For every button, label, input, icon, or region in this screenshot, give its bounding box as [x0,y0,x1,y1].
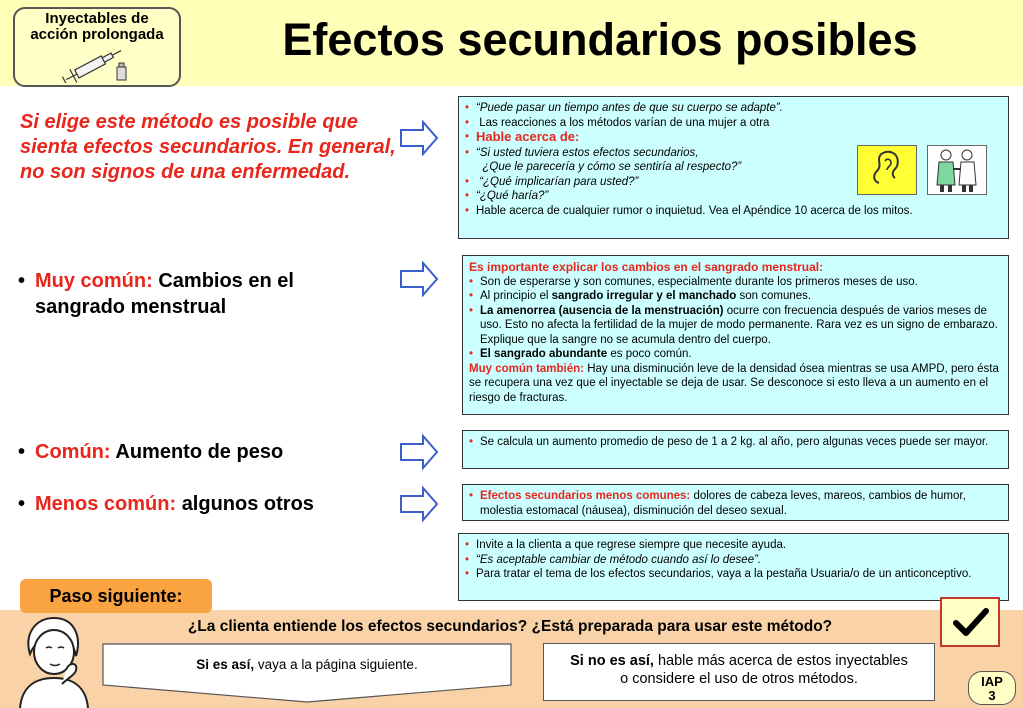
box1-line5: “¿Qué implicarían para usted?” [479,175,639,188]
box2-also-text: Hay una disminución leve de la densidad ósea mientras se usa AMPD, pero ésta se recupera una vez que el inyectable se deja de usar. Se desconoce si esto lleva a un aumento en el riesgo de fracturas. [469,362,999,404]
box1-line7: Hable acerca de cualquier rumor o inquietud. Vea el Apéndice 10 acerca de los mitos. [476,204,913,217]
woman-thinking-illustration [16,614,96,708]
section-tab [13,7,181,87]
box4-label: Efectos secundarios menos comunes: [480,490,691,502]
box2-line1: Son de esperarse y son comunes, especialmente durante los primeros meses de uso. [480,275,918,288]
box2-also-label: Muy común también: [469,362,585,375]
box2-line3a: La amenorrea (ausencia de la menstruación) [480,304,724,317]
side-effect-less-common: • Menos común: algunos otros [18,493,314,515]
no-rest-line1: hable más acerca de estos inyectables [653,653,908,669]
box2-line2a: Al principio el [480,290,552,302]
box5-line1: Invite a la clienta a que regrese siempre que necesite ayuda. [476,539,787,551]
page-title: Efectos secundarios posibles [282,14,918,65]
ear-icon [857,145,917,195]
yes-rest: vaya a la página siguiente. [254,657,418,672]
box2-line2b: sangrado irregular y el manchado [551,290,737,302]
box5-line3: Para tratar el tema de los efectos secundarios, vaya a la pestaña Usuaria/o de un anticonceptivo. [476,568,972,580]
checkmark-icon [942,599,998,645]
less-common-label: Menos común: [35,493,177,515]
side-effect-common: • Común: Aumento de peso [18,441,284,463]
syringe-icon [53,49,133,83]
page-badge [968,671,1016,705]
common-label: Común: [35,441,111,463]
box2-line4b: es poco común. [607,348,692,360]
provider-client-icon [927,145,987,195]
arrow-right-icon [399,434,439,470]
next-step-label: Paso siguiente: [20,579,212,613]
tab-title-line-1: Inyectables de [45,10,149,27]
box1-heading: Hable acerca de: [476,129,580,144]
tab-title [15,11,179,43]
checkmark-box[interactable] [940,597,1000,647]
box2-heading: Es importante explicar los cambios en el sangrado menstrual: [469,260,824,274]
follow-up-box [458,533,1009,601]
box1-line2: Las reacciones a los métodos varían de una mujer a otra [479,116,770,129]
yes-box-shape [102,643,512,703]
common-text: Aumento de peso [115,441,284,463]
box2-line2c: son comunes. [736,290,812,302]
box2-line4a: El sangrado abundante [480,348,608,360]
yes-text [110,657,504,672]
arrow-right-icon [399,261,439,297]
arrow-right-icon [399,486,439,522]
yes-bold: Si es así, [196,657,255,672]
bleeding-changes-box [462,255,1009,415]
box1-line1: “Puede pasar un tiempo antes de que su cuerpo se adapte”. [476,102,783,114]
talk-about-box [458,96,1009,239]
box5-line2: “Es aceptable cambiar de método cuando así lo desee”. [476,553,762,566]
box3-line1: Se calcula un aumento promedio de peso de 1 a 2 kg. al año, pero algunas veces puede ser mayor. [480,436,989,448]
very-common-text: Cambios en el sangrado menstrual [35,270,294,318]
weight-gain-box [462,430,1009,469]
box4-text: dolores de cabeza leves, mareos, cambios de humor, molestia estomacal (náusea), disminución del deseo sexual. [480,490,966,517]
no-box [543,643,935,701]
tab-title-line-2: acción prolongada [30,26,164,43]
very-common-label: Muy común: [35,270,153,292]
question-text: ¿La clienta entiende los efectos secundarios? ¿Está preparada para usar este método? [187,618,833,635]
intro-text: Si elige este método es posible que sienta efectos secundarios. En general, no son signos de una enfermedad. [20,111,396,183]
box1-line6: “¿Qué haría?” [476,190,549,202]
no-rest-line2: o considere el uso de otros métodos. [620,671,858,687]
less-common-text: algunos otros [181,493,314,515]
less-common-effects-box [462,484,1009,521]
arrow-right-icon [399,120,439,156]
badge-line1: IAP [981,674,1003,689]
box2-line3b: ocurre con frecuencia después de varios meses de uso. Esto no afecta la fertilidad de la mujer de modo permanente. Rara vez es un signo de embarazo. Explique que la sangre no se acumula dentro del cuerpo. [480,304,998,346]
box1-line4a: “Si usted tuviera estos efectos secundarios, [476,146,699,159]
side-effect-very-common: • Muy común: Cambios en el sangrado menstrual [18,270,294,318]
box1-line4b: ¿Que le parecería y cómo se sentiría al respecto?” [482,161,742,173]
no-bold: Si no es así, [570,653,654,669]
badge-line2: 3 [988,688,996,703]
